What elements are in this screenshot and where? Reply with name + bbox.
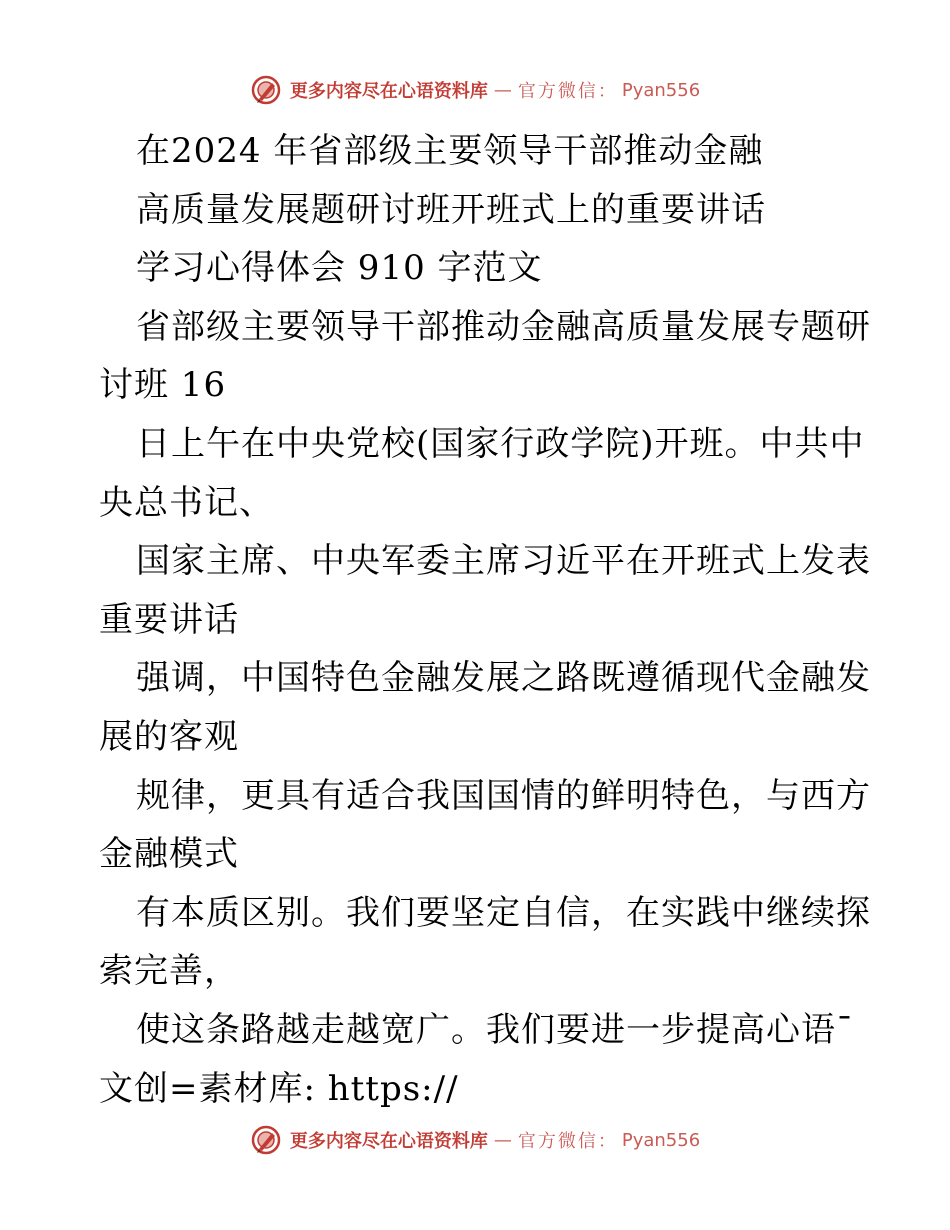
text-line: 有本质区别。我们要坚定自信，在实践中继续探 [136,892,871,933]
banner-official-label: 官方微信： [517,81,618,102]
banner-dash: — [493,79,512,101]
banner-brand-text: 更多内容尽在心语资料库 [289,81,488,102]
text-line: 央总书记、 [99,482,274,523]
banner-official-label: 官方微信： [517,1131,618,1152]
banner-dash: — [493,1129,512,1151]
text-line: 国家主席、中央军委主席习近平在开班式上发表 [136,541,871,582]
text-line: 使这条路越走越宽广。我们要进一步提高心语¯ [136,1009,854,1050]
text-line: 讨班 16 [99,365,227,406]
banner-brand-text: 更多内容尽在心语资料库 [289,1131,488,1152]
pen-nib-logo-icon [250,1124,282,1156]
text-line: 规律，更具有适合我国国情的鲜明特色，与西方 [136,775,871,816]
footer-banner [0,1122,950,1158]
pen-nib-logo-icon [250,74,282,106]
text-line: 省部级主要领导干部推动金融高质量发展专题研 [136,306,871,347]
banner-wechat-id: Pyan556 [621,79,701,101]
text-line: 重要讲话 [99,599,239,640]
banner-wechat-id: Pyan556 [621,1129,701,1151]
text-line: 高质量发展题研讨班开班式上的重要讲话 [136,189,766,230]
text-line: 在2024 年省部级主要领导干部推动金融 [136,131,764,171]
text-line: 展的客观 [99,716,239,757]
document-body [99,122,871,1118]
text-line: 文创=素材库: https:// [99,1068,459,1109]
text-line: 金融模式 [99,834,239,875]
text-line: 学习心得体会 910 字范文 [136,248,543,289]
text-line: 日上午在中央党校(国家行政学院)开班。中共中 [136,423,865,464]
header-banner [0,72,950,108]
text-line: 强调，中国特色金融发展之路既遵循现代金融发 [136,658,871,699]
text-line: 索完善， [99,951,239,992]
